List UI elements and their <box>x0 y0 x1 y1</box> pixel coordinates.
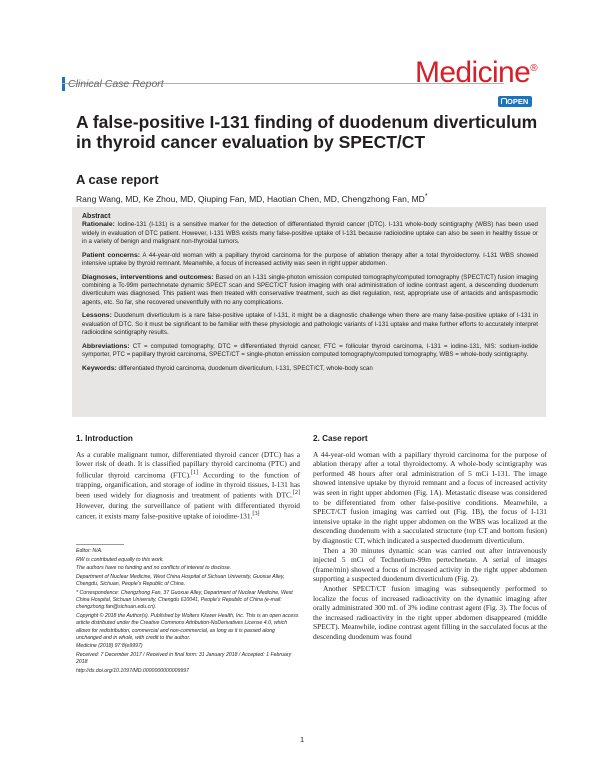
introduction-heading: 1. Introduction <box>76 434 133 443</box>
footnote-editor: Editor: N/A. <box>76 548 103 554</box>
page-number: 1 <box>300 735 305 744</box>
citation-link[interactable]: [2] <box>292 490 300 497</box>
author-names: Rang Wang, MD, Ke Zhou, MD, Qiuping Fan, MD, Haotian Chen, MD, Chengzhong Fan, MD <box>76 193 425 204</box>
header-accent-bar <box>62 77 65 91</box>
corresponding-author-mark: * <box>424 192 428 200</box>
abstract-lessons: Lessons: Duodenum diverticulum is a rare false-positive uptake of I-131, it might be a diagnostic challenge when there are many false-positive uptake of I-131 in evaluation of DTC. So it must be significant to be familiar with these physiologic and pathologic variants of I-131 uptake and make further efforts to accurately interpret radioiodine scintigraphy results. <box>82 312 538 337</box>
section-label: Clinical Case Report <box>68 78 164 90</box>
abstract-box <box>72 207 546 417</box>
article-subtitle: A case report <box>76 172 159 187</box>
footnote-affiliation: Department of Nuclear Medicine, West China Hospital of Sichuan University, Guoxue Alley, Chengdu, Sichuan, People's Republic of China. <box>76 574 285 588</box>
abstract-keywords: Keywords: differentiated thyroid carcinoma, duodenum diverticulum, I-131, SPECT/CT, whole-body scan <box>82 364 373 372</box>
case-paragraph: Another SPECT/CT fusion imaging was subsequently performed to localize the focus of increased radioactivity on the dynamic imaging after orally administrated 300 mL of 3% iodine contrast agent (Fig. 3). The focus of the increased radioactivity in the right upper abdomen disappeared (middle SPECT). Meanwhile, iodine contrast agent filling in the sacculated focus at the descending duodenum was found <box>313 583 547 641</box>
footnote-citation: Medicine (2018) 97:8(e9997) <box>76 643 143 650</box>
right-column <box>313 434 547 641</box>
citation-link[interactable]: [1] <box>190 469 199 476</box>
abstract-heading: Abstract <box>82 213 111 220</box>
abstract-rationale: Rationale: Iodine-131 (I-131) is a sensitive marker for the detection of differentiated thyroid cancer (DTC). I-131 whole-body scintigraphy (WBS) has been used widely in evaluation of DTC patient. However, I-131 WBS exists many false-positive uptake of I-131 because radioiodine uptake can also be seen in healthy tissue or in a variety of benign and malignant non-thyroidal tumors. <box>82 221 538 245</box>
case-report-heading: 2. Case report <box>313 434 368 443</box>
article-title: A false-positive I-131 finding of duodenum diverticulum in thyroid cancer evaluation by SPECT/CT <box>76 112 538 152</box>
footnote-received: Received: 7 December 2017 / Received in final form: 31 January 2018 / Accepted: 1 February 2018 <box>76 652 292 666</box>
author-list <box>76 192 428 204</box>
introduction-paragraph: As a curable malignant tumor, differentiated thyroid cancer (DTC) has a lower risk of death. It is classified papillary thyroid carcinoma (PTC) and follicular thyroid carcinoma (FTC).[1] According to the function of trapping, organification, and storage of iodine in thyroid tissues, I-131 has been used widely for diagnosis and treatment of patients with DTC.[2] However, during the surveillance of patient with differentiated thyroid cancer, it exists many false-positive uptake of ioiodine-131.[3] <box>76 449 300 521</box>
abstract-patient-concerns: Patient concerns: A 44-year-old woman with a papillary thyroid carcinoma for the purpose of ablation therapy after a total thyroidectomy. I-131 WBS showed intensive uptake by thyroid remnant. Meanwhile, a focus of increased activity was seen in right upper abdomen. <box>82 251 538 267</box>
footnotes <box>76 548 300 677</box>
footnote-correspondence: * Correspondence: Chengzhong Fan, 37 Guoxue Alley, Department of Nuclear Medicine, West China Hospital, Sichuan University, Chengdu 610041, People's Republic of China (e-mail: chengzhong.fan@sichuan.edu.cn). <box>76 590 293 611</box>
footnote-funding: The authors have no funding and no conflicts of interest to disclose. <box>76 565 232 572</box>
footnote-contribution: RW is contributed equally to this work. <box>76 556 164 563</box>
abstract-diagnoses: Diagnoses, interventions and outcomes: Based on an I-131 single-photon emission computed tomography/computed tomography (SPECT/CT) fusion imaging combining a Tc-99m pertechnetate dynamic SPECT scan and SPECT/CT fusion imaging with oral administration of iodine contrast agent, a descending duodenum diverticulum was diagnosed. This patient was then treated with conservative treatment, such as diet regulation, rest, appropriate use of antacids and antispasmodic agents, etc. So far, she recovered uneventfully with no any complications. <box>82 273 538 306</box>
journal-registered-mark: ® <box>530 63 537 74</box>
case-paragraph: A 44-year-old woman with a papillary thyroid carcinoma for the purpose of ablation therapy after a total thyroidectomy. A whole-body scintigraphy was performed 48 hours after oral administration of 5 mCi I-131. The image showed intensive uptake by thyroid remnant and a focus of increased activity was seen in right upper abdomen (Fig. 1A). Metastatic disease was considered to be differentiated from other false-positive conditions. Meanwhile, a SPECT/CT fusion imaging was carried out (Fig. 1B), the focus of I-131 intensive uptake in the right upper abdomen on the WBS was localized at the descending duodenum with a sacculated structure (top CT and bottom fusion) by diagnostic CT, which indicated a suspected duodenum diverticulum. <box>313 449 547 545</box>
footnote-rule <box>76 544 124 545</box>
journal-logo <box>415 56 537 90</box>
footnote-copyright: Copyright © 2018 the Author(s). Published by Wolters Kluwer Health, Inc. This is an open access article distributed under the Creative Commons Attribution-NoDerivatives License 4.0, which allows for redistribution, commercial and non-commercial, as long as it is passed along unchanged and in whole, with credit to the author. <box>76 613 299 641</box>
case-paragraph: Then a 30 minutes dynamic scan was carried out after intravenously injected 5 mCi of Technetium-99m pertechnetate. A serial of images (frame/min) showed a focus of increased activity in the right upper abdomen supporting a suspected duodenum diverticulum (Fig. 2). <box>313 545 547 584</box>
citation-link[interactable]: [3] <box>252 511 260 518</box>
left-column <box>76 434 300 521</box>
footnote-doi-link[interactable]: http://dx.doi.org/10.1097/MD.0000000000009997 <box>76 668 190 675</box>
journal-name: Medicine <box>414 56 531 89</box>
open-access-badge: OPEN <box>498 96 532 107</box>
abstract-abbreviations: Abbreviations: CT = computed tomography, DTC = differentiated thyroid cancer, FTC = follicular thyroid carcinoma, I-131 = iodine-131, NIS: sodium-iodide symporter, PTC = papillary thyroid carcinoma, SPECT/CT = single-photon emission computed tomography/computed tomography, WBS = whole-body scintigraphy. <box>82 342 538 359</box>
